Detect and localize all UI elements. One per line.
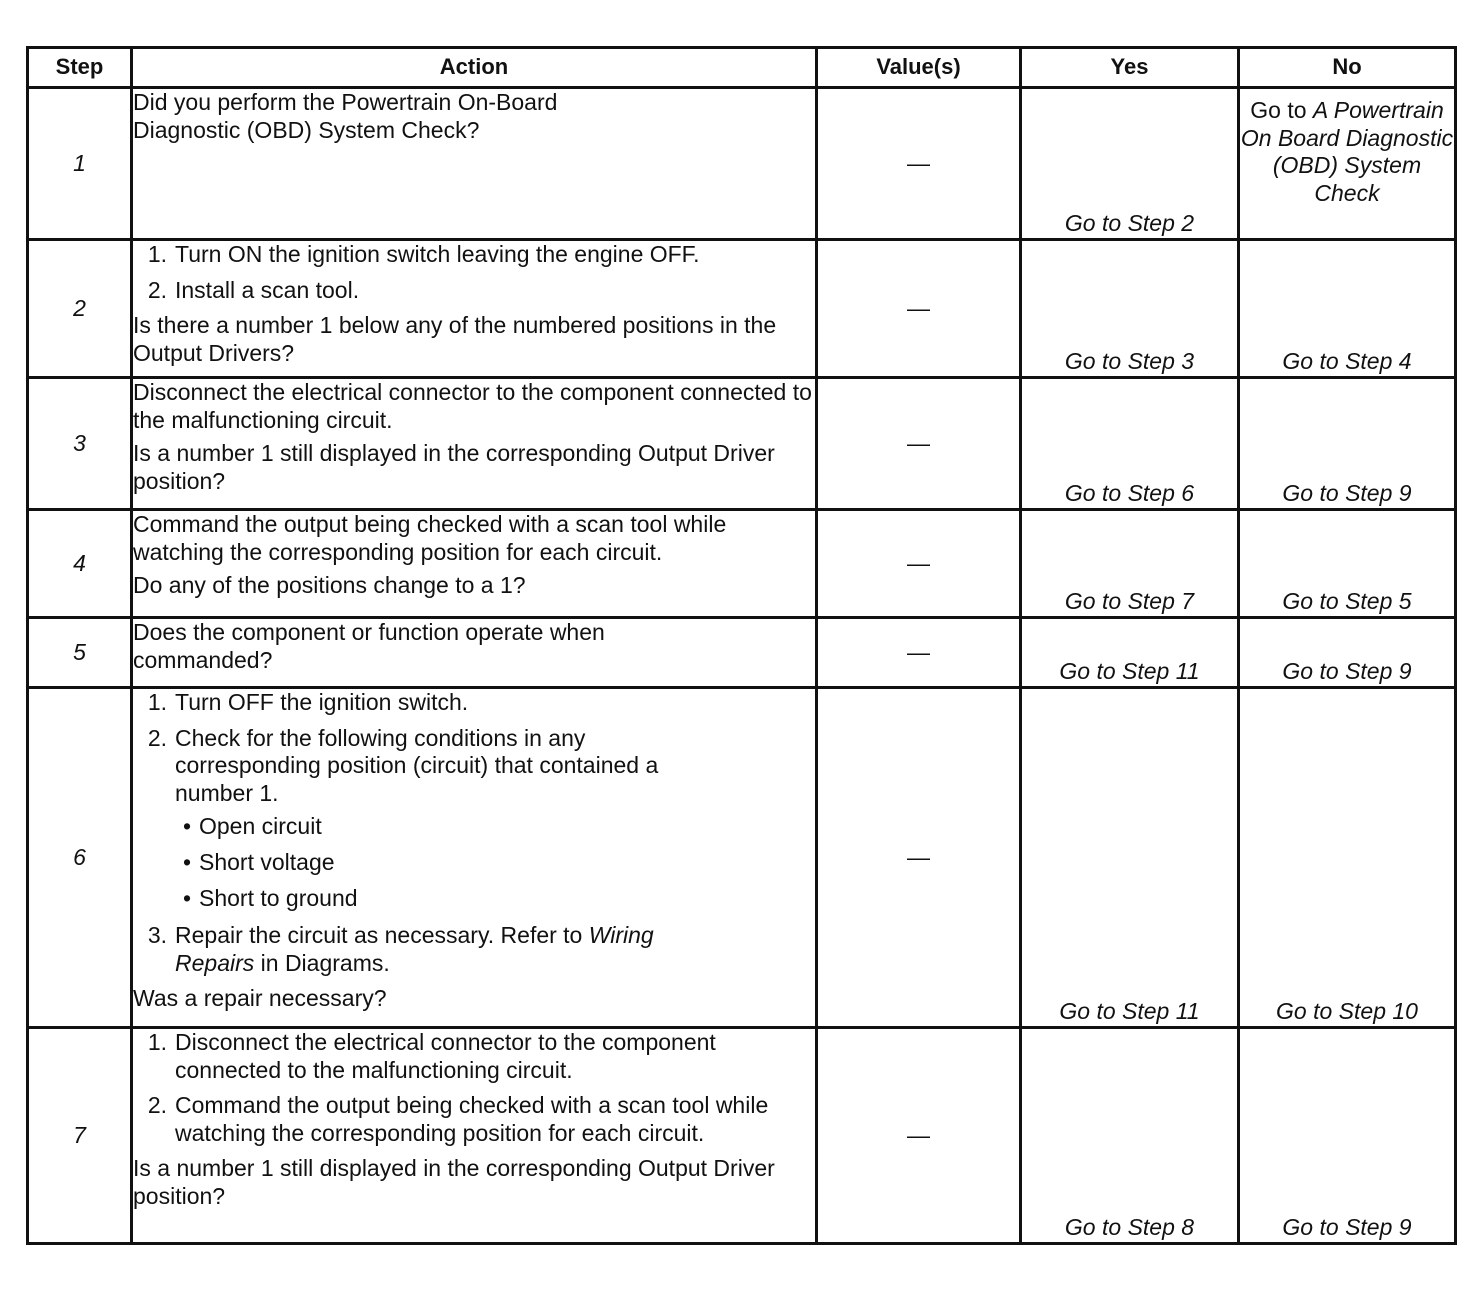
list-item: 1. Disconnect the electrical connector to the component connected to the malfunctioning circuit. [147, 1029, 716, 1083]
list-item: 1. Turn ON the ignition switch leaving the engine OFF. [147, 241, 700, 267]
value-cell: — [817, 1028, 1021, 1244]
no-cell: Go to Step 9 [1239, 618, 1456, 688]
no-prefix: Go to [1250, 97, 1307, 123]
action-cell [132, 618, 817, 688]
table-row [28, 688, 1456, 1028]
step-number: 2 [28, 240, 132, 378]
no-cell: Go to Step 10 [1239, 688, 1456, 1028]
action-question: Does the component or function operate when commanded? [133, 619, 605, 673]
action-cell [132, 378, 817, 510]
step-number: 7 [28, 1028, 132, 1244]
list-item: 2. Command the output being checked with a scan tool while watching the corresponding position for each circuit. [147, 1092, 769, 1146]
value-cell: — [817, 240, 1021, 378]
action-cell [132, 88, 817, 240]
step-number: 5 [28, 618, 132, 688]
no-reference: A Powertrain On Board Diagnostic (OBD) System Check [1240, 97, 1454, 206]
action-question: Is a number 1 still displayed in the corresponding Output Driver position? [133, 440, 775, 494]
value-cell: — [817, 88, 1021, 240]
no-cell: Go to Step 4 [1239, 240, 1456, 378]
value-cell: — [817, 688, 1021, 1028]
action-question: Do any of the positions change to a 1? [133, 572, 526, 599]
table-row [28, 510, 1456, 618]
header-values: Value(s) [817, 48, 1021, 88]
list-item: 2. Install a scan tool. [147, 276, 360, 303]
yes-cell: Go to Step 11 [1021, 618, 1239, 688]
action-cell [132, 1028, 817, 1244]
list-item: 3. Repair the circuit as necessary. Refer to Wiring Repairs in Diagrams. [147, 922, 654, 976]
bullet-item: • Short to ground [182, 884, 358, 911]
yes-cell: Go to Step 11 [1021, 688, 1239, 1028]
yes-cell: Go to Step 6 [1021, 378, 1239, 510]
diagnostic-table [26, 46, 1457, 1245]
yes-cell: Go to Step 7 [1021, 510, 1239, 618]
header-action: Action [132, 48, 817, 88]
action-question: Was a repair necessary? [133, 985, 387, 1012]
table-row [28, 1028, 1456, 1244]
no-cell: Go to Step 5 [1239, 510, 1456, 618]
table-row [28, 378, 1456, 510]
table-row [28, 240, 1456, 378]
no-cell [1239, 88, 1456, 240]
value-cell: — [817, 618, 1021, 688]
no-cell: Go to Step 9 [1239, 378, 1456, 510]
list-item: 1. Turn OFF the ignition switch. [147, 689, 469, 715]
header-row [28, 48, 1456, 88]
action-cell [132, 510, 817, 618]
action-question: Is there a number 1 below any of the numbered positions in the Output Drivers? [133, 312, 777, 366]
action-text: Command the output being checked with a scan tool while watching the corresponding position for each circuit. [133, 511, 727, 565]
value-cell: — [817, 378, 1021, 510]
header-yes: Yes [1021, 48, 1239, 88]
list-item-text: Check for the following conditions in any corresponding position (circuit) that contained a number 1. [175, 724, 659, 806]
step-number: 1 [28, 88, 132, 240]
wiring-repairs-reference: Wiring Repairs [175, 922, 654, 976]
table-row [28, 88, 1456, 240]
action-question: Is a number 1 still displayed in the corresponding Output Driver position? [133, 1155, 775, 1209]
action-question: Did you perform the Powertrain On-Board Diagnostic (OBD) System Check? [133, 89, 558, 143]
bullet-item: • Open circuit [182, 813, 322, 840]
yes-cell: Go to Step 3 [1021, 240, 1239, 378]
value-cell: — [817, 510, 1021, 618]
action-cell [132, 240, 817, 378]
yes-cell: Go to Step 2 [1021, 88, 1239, 240]
step-number: 4 [28, 510, 132, 618]
step-number: 3 [28, 378, 132, 510]
header-step: Step [28, 48, 132, 88]
table-row [28, 618, 1456, 688]
yes-cell: Go to Step 8 [1021, 1028, 1239, 1244]
header-no: No [1239, 48, 1456, 88]
list-item: 2. Check for the following conditions in any corresponding position (circuit) that contained a number 1. • Open circuit • Short voltage • Short to ground [133, 725, 815, 921]
no-cell: Go to Step 9 [1239, 1028, 1456, 1244]
action-text: Disconnect the electrical connector to the component connected to the malfunctioning circuit. [133, 379, 812, 433]
bullet-item: • Short voltage [182, 848, 335, 875]
action-cell [132, 688, 817, 1028]
step-number: 6 [28, 688, 132, 1028]
